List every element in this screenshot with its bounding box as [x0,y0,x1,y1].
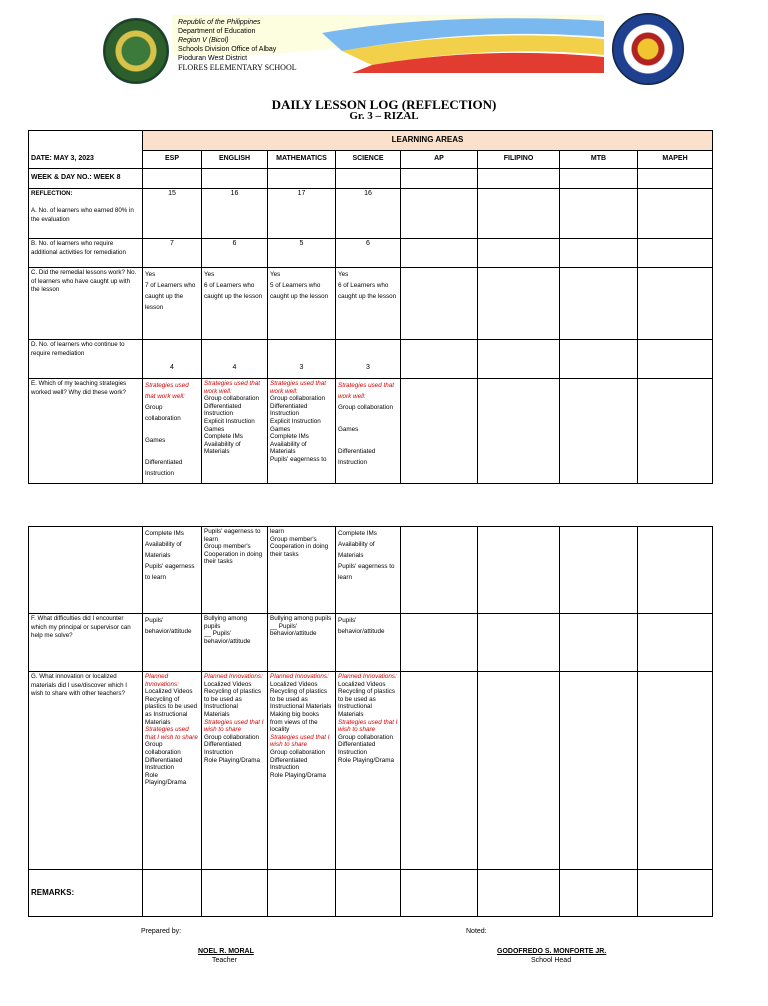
row-g-english [202,672,268,870]
row-f-label: F. What difficulties did I encounter which my principal or supervisor can help me solve? [29,614,143,672]
row-b-science: 6 [336,239,401,268]
row-g-english-part2: Group collaboration Differentiated Instruction Role Playing/Drama [204,733,260,764]
row-g-science-part2: Group collaboration Differentiated Instruction Role Playing/Drama [338,733,394,764]
division-text: Schools Division Office of Albay [178,46,277,53]
row-d-english: 4 [202,340,268,379]
row-g-english-part1: Localized Videos Recycling of plastics to be used as Instructional Materials [204,680,262,718]
row-g-mathematics-part2: Group collaboration Differentiated Instruction Role Playing/Drama [270,748,326,779]
row-c-label: C. Did the remedial lessons work? No. of learners who have caught up with the lesson [29,268,143,340]
row-g-science [336,672,401,870]
row-g-mathematics-part1: Localized Videos Recycling of plastics to be used as Instructional Materials Making big books from views of the locality [270,680,332,734]
document-header [0,0,768,95]
subject-header-science: SCIENCE [336,151,401,169]
noted-by-role: School Head [531,957,572,964]
row-c-english: Yes 6 of Learners who caught up the lesson [202,268,268,340]
department-text: Department of Education [178,28,256,35]
row-e-cont-english: Pupils' eagerness to learn Group member's Cooperation in doing their tasks [202,527,268,614]
red-subheading: Strategies used that I wish to share [145,726,198,741]
row-g-mathematics [268,672,336,870]
district-text: Pioduran West District [178,55,248,62]
red-heading: Strategies used that work well: [338,382,395,400]
row-b-english: 6 [202,239,268,268]
reflection-table-part1 [28,130,713,484]
row-g-esp [143,672,202,870]
subject-header-mathematics: MATHEMATICS [268,151,336,169]
prepared-by-name: NOEL R. MORAL [198,948,254,955]
date-label: DATE: MAY 3, 2023 [29,151,143,169]
subject-header-esp: ESP [143,151,202,169]
row-a-english: 16 [202,189,268,239]
red-subheading: Strategies used that I wish to share [204,718,264,734]
row-e-esp [143,379,202,484]
row-f-mathematics: Bullying among pupils __ Pupils' behavior/attitude [268,614,336,672]
row-a-science: 16 [336,189,401,239]
row-e-science [336,379,401,484]
row-a-esp: 15 [143,189,202,239]
subject-header-mtb: MTB [560,151,638,169]
row-a-mathematics: 17 [268,189,336,239]
row-a-text: A. No. of learners who earned 80% in the evaluation [31,207,134,223]
row-g-esp-part2: Group collaboration Differentiated Instruction Role Playing/Drama [145,741,187,787]
prepared-by-role: Teacher [212,957,237,964]
prepared-by-label: Prepared by: [141,928,182,935]
red-heading: Planned Innovations: [338,673,397,680]
reflection-heading: REFLECTION: [31,190,73,197]
row-d-label: D. No. of learners who continue to require remediation [29,340,143,379]
row-e-science-text: Group collaboration Games Differentiated Instruction [338,404,393,466]
region-text: Region V (Bicol) [178,37,229,44]
red-heading: Strategies used that work well: [270,380,327,395]
row-f-science: Pupils' behavior/attitude [336,614,401,672]
row-g-label: G. What innovation or localized materials did I use/discover which I wish to share with other teachers? [29,672,143,870]
row-g-esp-part1: Localized Videos Recycling of plastics to be used as Instructional Materials [145,688,198,726]
row-e-english [202,379,268,484]
row-e-esp-text: Group collaboration Games Differentiated Instruction [145,404,183,477]
school-name-text: FLORES ELEMENTARY SCHOOL [178,63,297,72]
red-subheading: Strategies used that I wish to share [270,733,330,749]
row-b-esp: 7 [143,239,202,268]
remarks-label: REMARKS: [29,870,143,917]
row-d-mathematics: 3 [268,340,336,379]
row-g-science-part1: Localized Videos Recycling of plastics to be used as Instructional Materials [338,680,396,718]
blank-corner-cell [29,131,143,151]
deped-seal-logo [103,18,169,84]
learning-areas-header: LEARNING AREAS [143,131,713,151]
red-heading: Strategies used that work well: [145,382,189,400]
noted-by-name: GODOFREDO S. MONFORTE JR. [497,948,607,955]
row-e-label: E. Which of my teaching strategies worked well? Why did these work? [29,379,143,484]
row-e-continued-label [29,527,143,614]
row-f-english: Bullying among pupils __ Pupils' behavior/attitude [202,614,268,672]
row-d-science: 3 [336,340,401,379]
subject-header-english: ENGLISH [202,151,268,169]
page-subtitle: Gr. 3 – RIZAL [349,110,419,122]
row-b-mathematics: 5 [268,239,336,268]
school-seal-logo [612,13,684,85]
row-e-cont-esp: Complete IMs Availability of Materials Pupils' eagerness to learn [143,527,202,614]
row-e-cont-science: Complete IMs Availability of Materials Pupils' eagerness to learn [336,527,401,614]
row-e-mathematics-text: Group collaboration Differentiated Instruction Explicit Instruction Games Complete IMs Availability of Materials Pupils' eagerness to [270,395,327,463]
row-f-esp: Pupils' behavior/attitude [143,614,202,672]
row-e-cont-mathematics: learn Group member's Cooperation in doing their tasks [268,527,336,614]
red-heading: Planned Innovations: [145,673,179,688]
red-heading: Planned Innovations: [204,673,263,680]
page-title: DAILY LESSON LOG (REFLECTION) [271,97,497,112]
week-label: WEEK & DAY NO.: WEEK 8 [29,169,143,189]
red-heading: Planned Innovations: [270,673,329,680]
row-b-label: B. No. of learners who require additional activities for remediation [29,239,143,268]
red-subheading: Strategies used that I wish to share [338,718,398,734]
row-a-label [29,189,143,239]
reflection-table-part2 [28,526,713,917]
row-c-mathematics: Yes 5 of Learners who caught up the lesson [268,268,336,340]
row-e-mathematics [268,379,336,484]
subject-header-filipino: FILIPINO [478,151,560,169]
subject-header-ap: AP [401,151,478,169]
row-c-esp: Yes 7 of Learners who caught up the lesson [143,268,202,340]
subject-header-mapeh: MAPEH [638,151,713,169]
noted-label: Noted: [466,928,487,935]
row-e-english-text: Group collaboration Differentiated Instruction Explicit Instruction Games Complete IMs Availability of Materials [204,395,259,456]
republic-text: Republic of the Philippines [178,19,261,26]
row-c-science: Yes 6 of Learners who caught up the lesson [336,268,401,340]
red-heading: Strategies used that work well: [204,380,261,395]
row-d-esp: 4 [143,340,202,379]
